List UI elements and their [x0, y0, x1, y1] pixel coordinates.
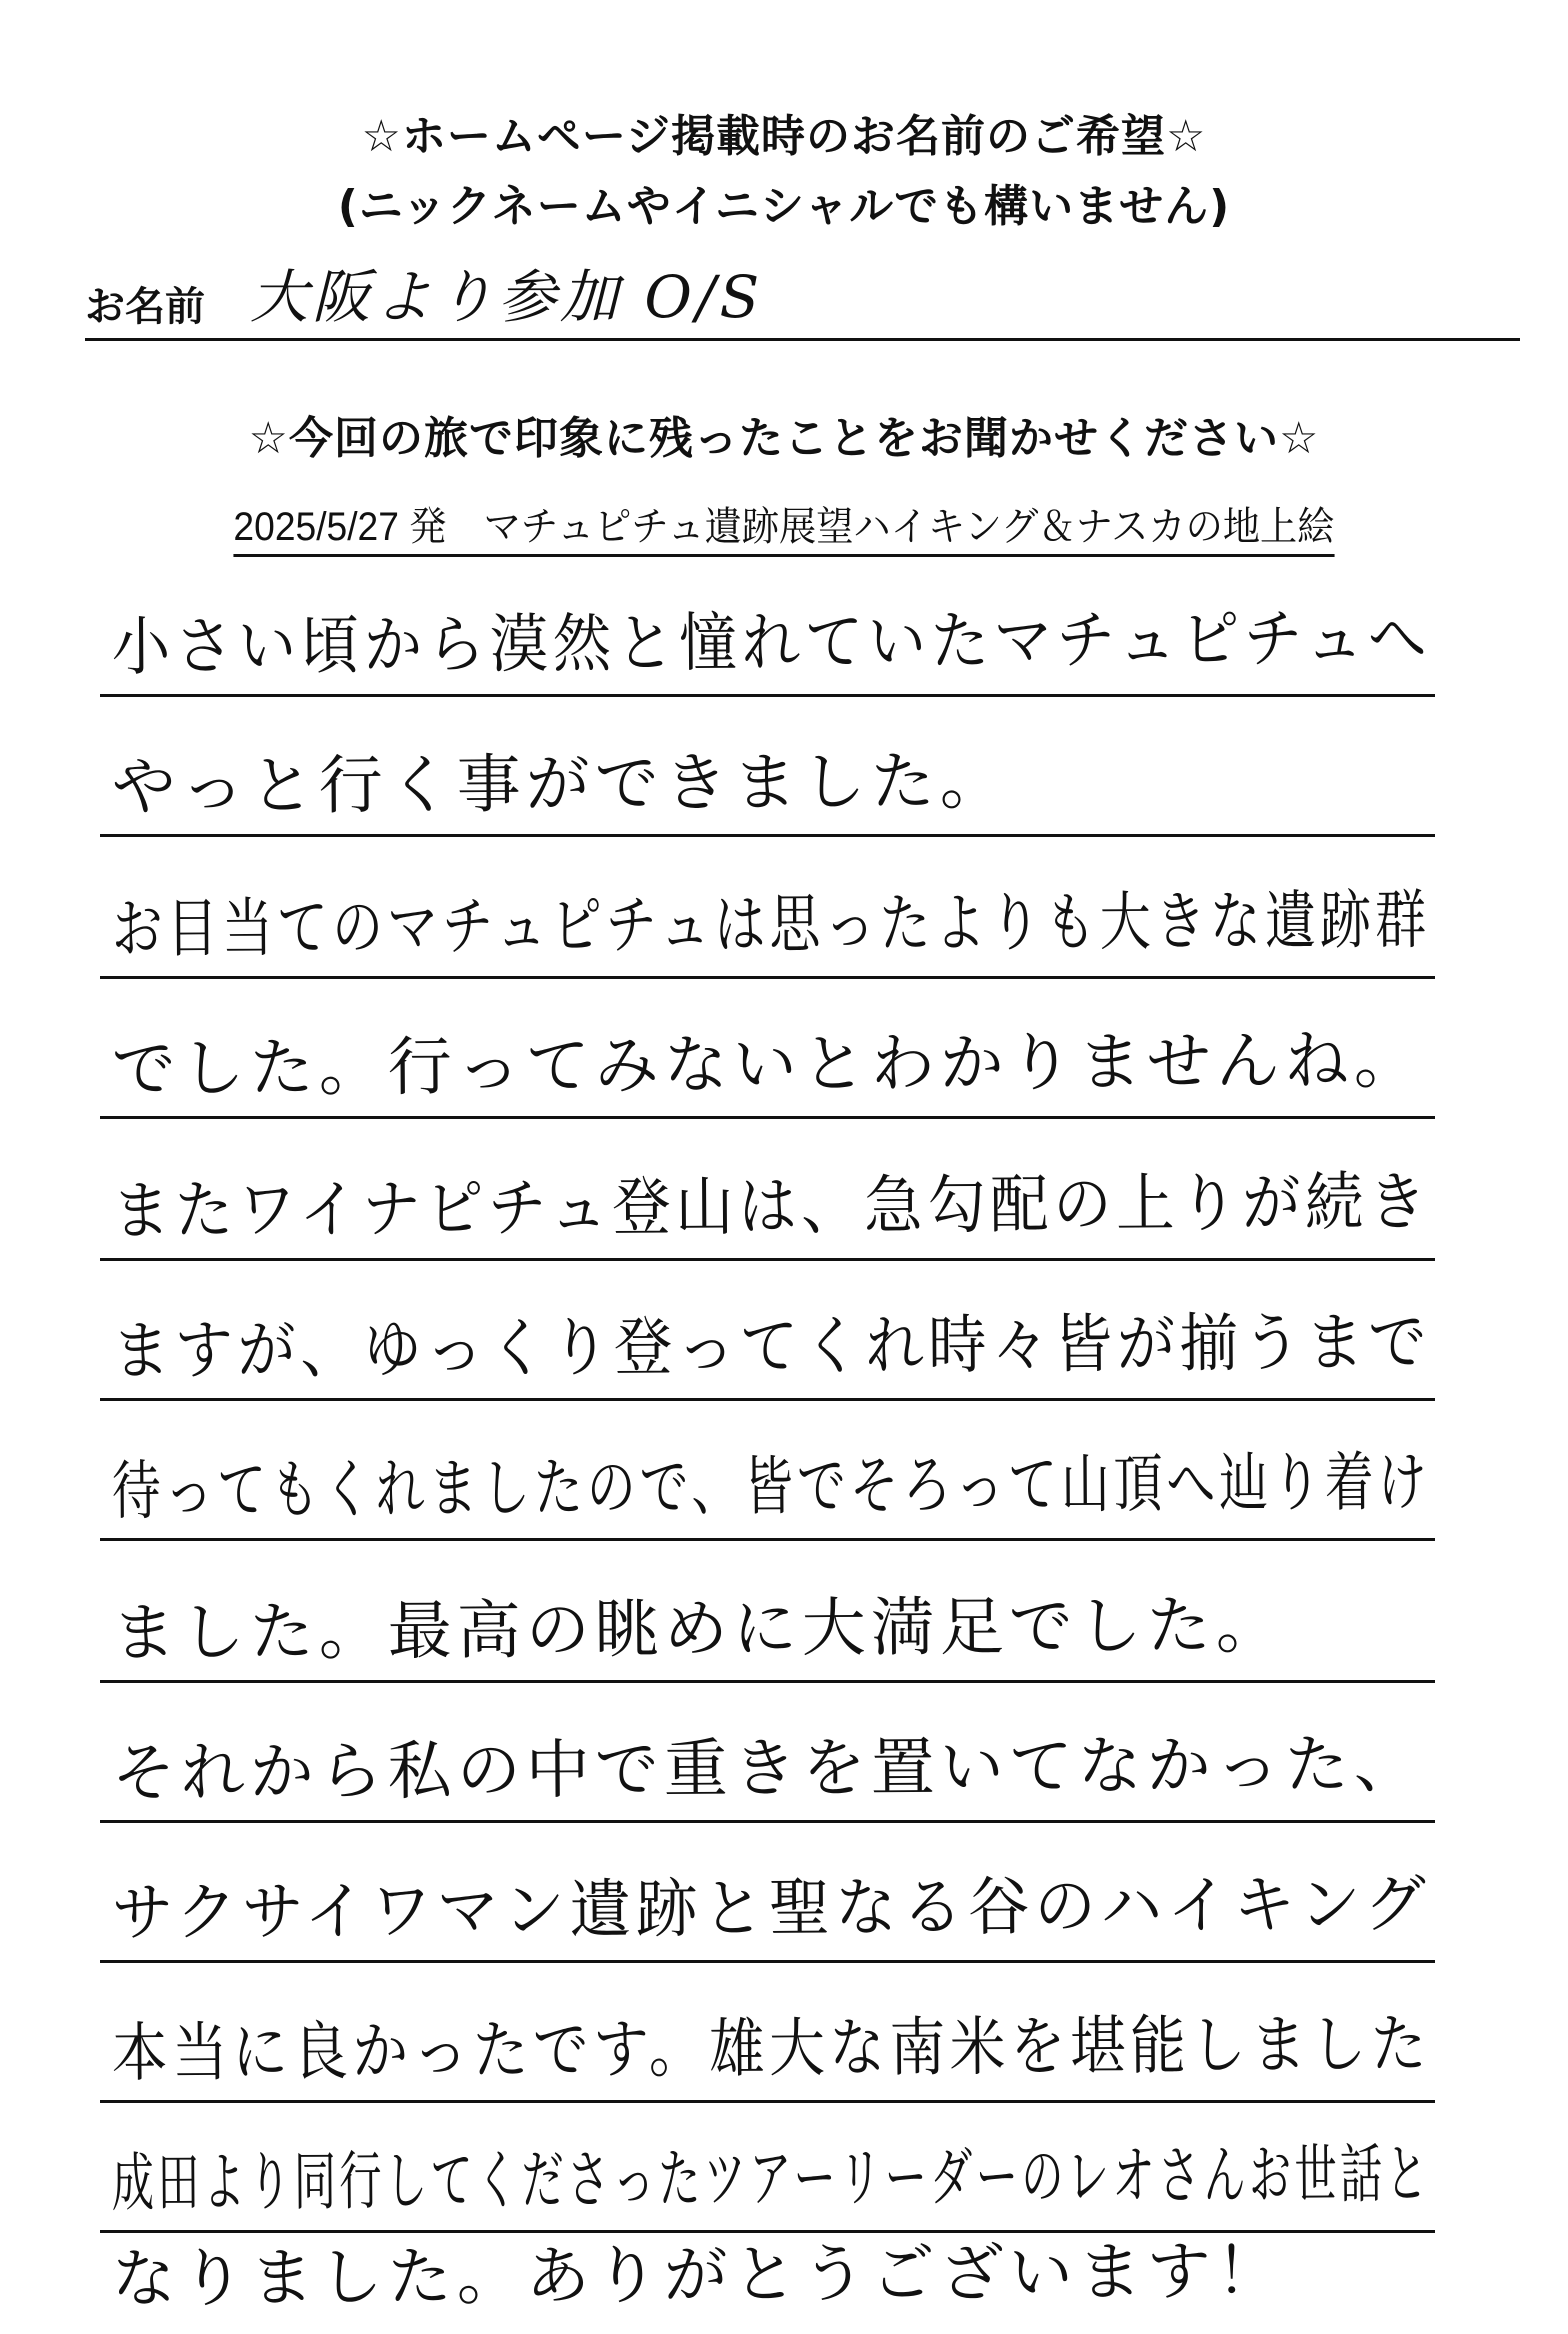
name-field: [85, 263, 1520, 341]
comment-text: ました。最高の眺めに大満足でした。: [111, 1588, 1285, 1672]
comment-line: [100, 1442, 1435, 1541]
comment-text: でした。行ってみないとわかりませんね。: [111, 1023, 1423, 1108]
comment-line: [100, 880, 1435, 979]
impression-title: ☆今回の旅で印象に残ったことをお聞かせください☆: [248, 413, 1320, 464]
comment-line: [100, 1162, 1435, 1261]
tour-info: [0, 495, 1568, 557]
comment-line: [100, 598, 1435, 697]
comment-text: サクサイワマン遺跡と聖なる谷のハイキング: [111, 1867, 1431, 1952]
comment-text: またワイナピチュ登山は、急勾配の上りが続き: [111, 1165, 1432, 1250]
comment-line: [100, 1302, 1435, 1401]
comment-line: [100, 2230, 1435, 2326]
name-value: 大阪より参加 O/S: [250, 263, 764, 331]
comment-line: [100, 1724, 1435, 1823]
comment-line: [100, 738, 1435, 837]
comment-line: [100, 2134, 1435, 2233]
comment-text: 待ってもくれましたので、皆でそろって山頂へ辿り着け: [111, 1445, 1431, 1530]
comment-text: 本当に良かったです。雄大な南米を堪能しました: [111, 2007, 1432, 2091]
comment-line: [100, 1020, 1435, 1119]
tour-info-text: 2025/5/27 発 マチュピチュ遺跡展望ハイキング＆ナスカの地上絵: [233, 495, 1334, 557]
homepage-name-note: (ニックネームやイニシャルでも構いません): [337, 181, 1231, 232]
comment-line: [100, 1864, 1435, 1963]
comment-line: [100, 2004, 1435, 2103]
name-label: お名前: [85, 284, 205, 330]
comment-line: [100, 1584, 1435, 1683]
comment-text: ますが、ゆっくり登ってくれ時々皆が揃うまで: [111, 1305, 1432, 1390]
comment-text: お目当てのマチュピチュは思ったよりも大きな遺跡群: [111, 883, 1431, 968]
comment-text: 成田より同行してくださったツアーリーダーのレオさんお世話と: [111, 2137, 1432, 2221]
comment-text: それから私の中で重きを置いてなかった、: [111, 1727, 1423, 1812]
homepage-name-title: ☆ホームページ掲載時のお名前のご希望☆: [361, 111, 1207, 162]
comment-text: なりました。ありがとうございます！: [111, 2234, 1285, 2317]
comment-text: 小さい頃から漠然と憧れていたマチュピチュへ: [111, 601, 1432, 686]
comment-text: やっと行く事ができました。: [111, 744, 1009, 826]
